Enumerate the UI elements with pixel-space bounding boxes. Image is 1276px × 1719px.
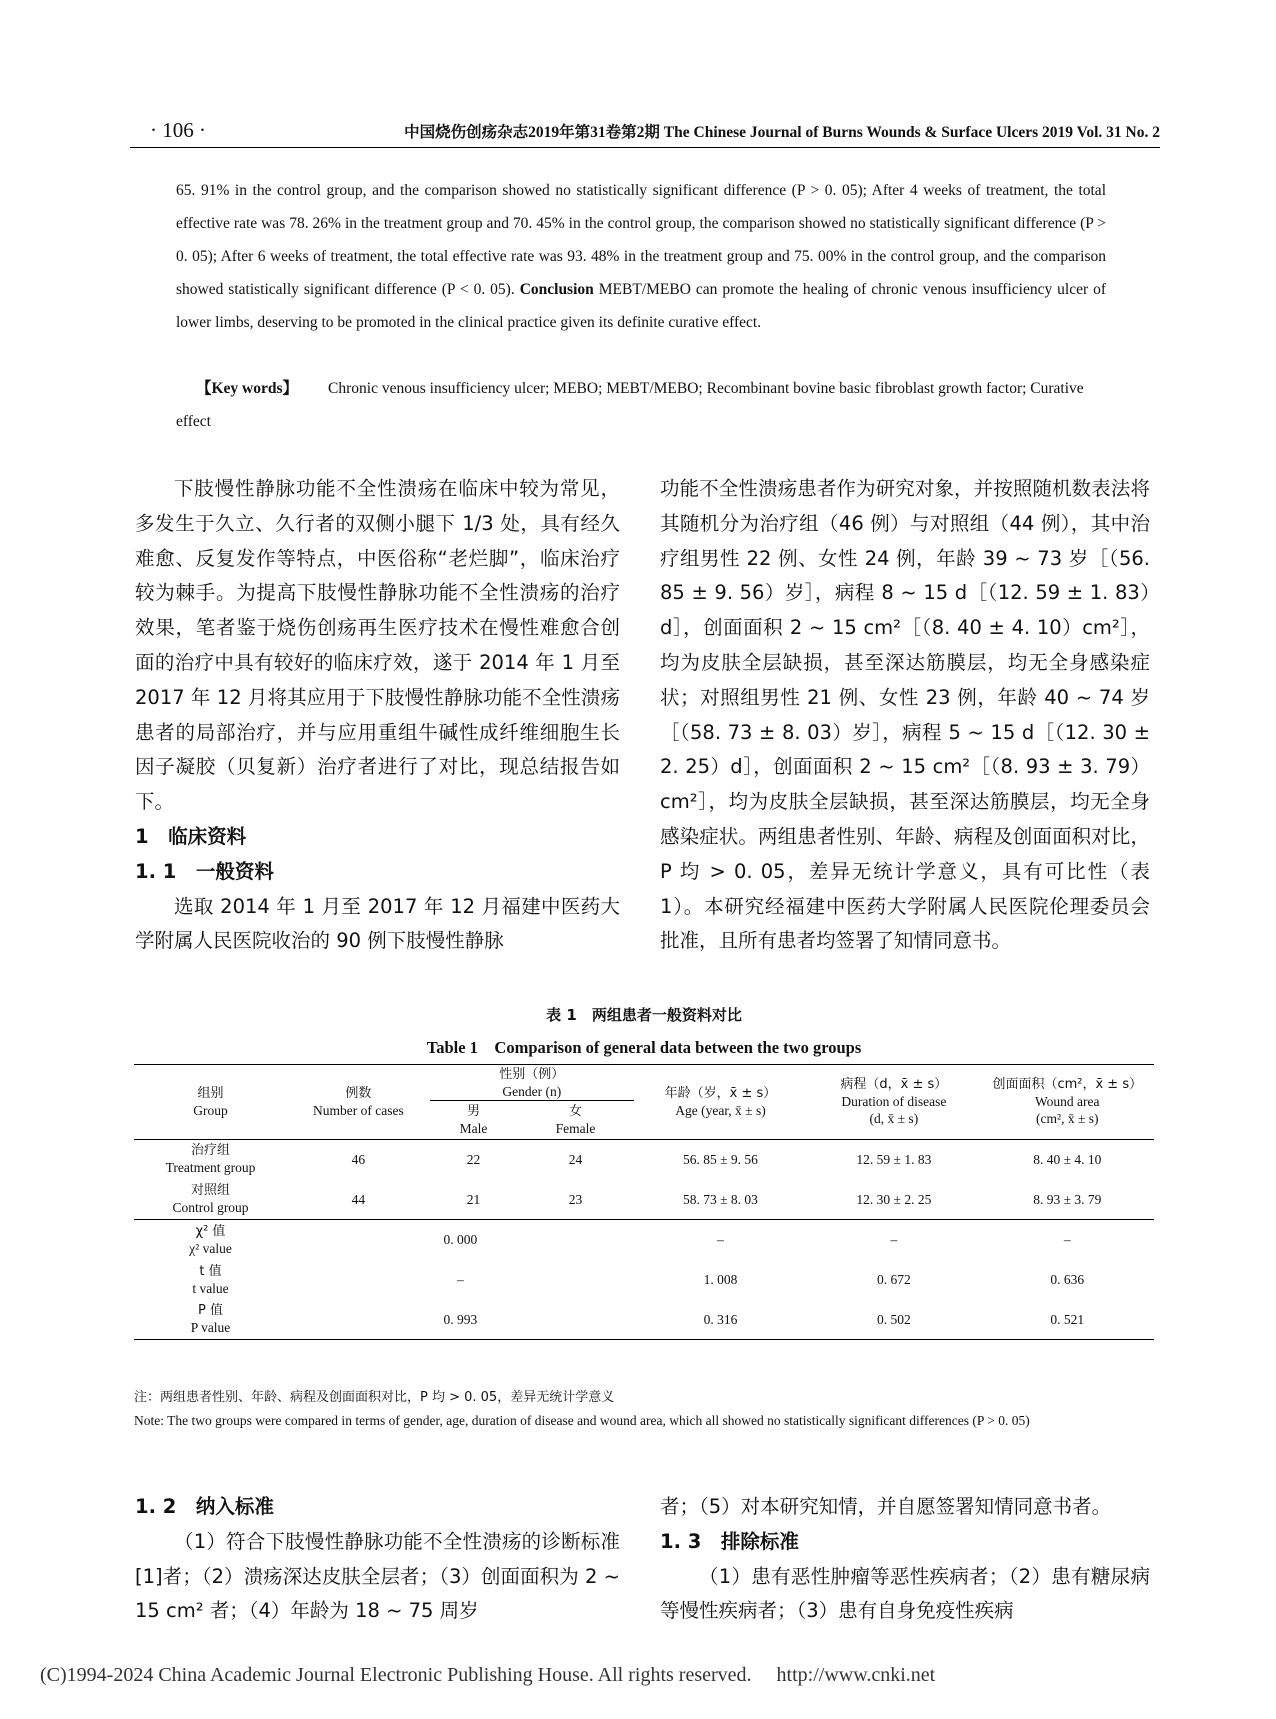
copyright-footer: (C)1994-2024 China Academic Journal Electronic Publishing House. All rights reserved. http://www.cnki.net: [40, 1664, 936, 1686]
table-title-cn: 表 1 两组患者一般资料对比: [546, 1006, 742, 1024]
keywords-text: Chronic venous insufficiency ulcer; MEBO; MEBT/MEBO; Recombinant bovine basic fibroblast growth factor; Curative effect: [176, 380, 1084, 430]
section-heading-1-1: 1. 1 一般资料: [135, 859, 274, 883]
col-header-age: 年龄（岁，x̄ ± s） Age (year, x̄ ± s): [664, 1085, 777, 1118]
running-head: 中国烧伤创疡杂志2019年第31卷第2期 The Chinese Journal of Burns Wounds & Surface Ulcers 2019 Vol. 31 No. 2: [404, 124, 1160, 141]
table-note: [134, 1386, 1154, 1432]
col-header-gender: 性别（例） Gender (n): [430, 1065, 634, 1101]
keywords: [176, 372, 1106, 438]
general-data-paragraph-cont: 功能不全性溃疡患者作为研究对象，并按照随机数表法将其随机分为治疗组（46 例）与对照组（44 例），其中治疗组男性 22 例、女性 24 例，年龄 39 ~ 73 岁［（56. 85 ± 9. 56）岁］，病程 8 ~ 15 d［（12. 59 ± 1. 83）d］，创面面积 2 ~ 15 cm²［（8. 40 ± 4. 10）cm²］，均为皮肤全层缺损，甚至深达筋膜层，均无全身感染症状；对照组男性 21 例、女性 23 例，年龄 40 ~ 74 岁［（58. 73 ± 8. 03）岁］，病程 5 ~ 15 d［（12. 30 ± 2. 25）d］，创面面积 2 ~ 15 cm²［（8. 93 ± 3. 79）cm²］，均为皮肤全层缺损，甚至深达筋膜层，均无全身感染症状。两组患者性别、年龄、病程及创面面积对比，P 均 > 0. 05，差异无统计学意义，具有可比性（表 1）。本研究经福建中医药大学附属人民医院伦理委员会批准，且所有患者均签署了知情同意书。: [660, 477, 1150, 953]
stat-row-t: t 值 t value – 1. 008 0. 672 0. 636: [192, 1263, 1085, 1296]
section-heading-1-2: 1. 2 纳入标准: [135, 1495, 274, 1518]
stat-row-chi2: χ² 值 χ² value 0. 000 – – –: [189, 1223, 1071, 1256]
conclusion-label: Conclusion: [519, 281, 594, 298]
col-header-female: 女 Female: [555, 1103, 596, 1136]
table-row: 对照组 Control group 44 21 23 58. 73 ± 8. 03 12. 30 ± 2. 25 8. 93 ± 3. 79: [172, 1183, 1102, 1215]
body-right-column: [660, 472, 1150, 959]
page-number: · 106 ·: [150, 118, 206, 142]
col-header-group: 组别 Group: [193, 1085, 228, 1118]
table-note-en: Note: The two groups were compared in terms of gender, age, duration of disease and wound area, which all showed no statistically significant differences (P > 0. 05): [134, 1413, 1030, 1428]
stat-row-p: P 值 P value 0. 993 0. 316 0. 502 0. 521: [134, 1300, 1154, 1340]
general-data-table: [134, 1064, 1154, 1340]
table-1: [134, 1004, 1154, 1340]
header-rule: [130, 147, 1160, 148]
body-left-column: [135, 472, 620, 959]
body-right-column-lower: [660, 1490, 1150, 1629]
col-header-male: 男 Male: [459, 1103, 488, 1136]
col-header-duration: 病程（d，x̄ ± s） Duration of disease (d, x̄ ± s): [840, 1077, 948, 1127]
col-header-wound: 创面面积（cm²，x̄ ± s） Wound area (cm², x̄ ± s): [992, 1077, 1143, 1127]
table-title-en: Table 1 Comparison of general data between the two groups: [426, 1038, 862, 1057]
page-header: [130, 112, 1160, 148]
keywords-label: 【Key words】: [196, 380, 299, 397]
table-row: 治疗组 Treatment group 46 22 24 56. 85 ± 9. 56 12. 59 ± 1. 83 8. 40 ± 4. 10: [165, 1143, 1102, 1176]
exclusion-criteria-paragraph: （1）患有恶性肿瘤等恶性疾病者；（2）患有糖尿病等慢性疾病者；（3）患有自身免疫性疾病: [660, 1564, 1150, 1623]
table-note-cn: 注：两组患者性别、年龄、病程及创面面积对比，P 均 > 0. 05，差异无统计学意义: [134, 1390, 615, 1405]
section-heading-1: 1 临床资料: [135, 824, 247, 848]
conclusion-text: MEBT/MEBO can promote the healing of chronic venous insufficiency ulcer of lower limbs, deserving to be promoted in the clinical practice given its definite curative effect.: [176, 281, 1107, 331]
inclusion-criteria-cont: 者；（5）对本研究知情，并自愿签署知情同意书者。: [660, 1495, 1112, 1518]
abstract-text: [176, 174, 1106, 339]
intro-paragraph: 下肢慢性静脉功能不全性溃疡在临床中较为常见，多发生于久立、久行者的双侧小腿下 1/3 处，具有经久难愈、反复发作等特点，中医俗称“老烂脚”，临床治疗较为棘手。为提高下肢慢性静脉功能不全性溃疡的治疗效果，笔者鉴于烧伤创疡再生医疗技术在慢性难愈合创面的治疗中具有较好的临床疗效，遂于 2014 年 1 月至 2017 年 12 月将其应用于下肢慢性静脉功能不全性溃疡患者的局部治疗，并与应用重组牛碱性成纤维细胞生长因子凝胶（贝复新）治疗者进行了对比，现总结报告如下。: [135, 477, 620, 814]
general-data-paragraph-start: 选取 2014 年 1 月至 2017 年 12 月福建中医药大学附属人民医院收治的 90 例下肢慢性静脉: [135, 894, 620, 953]
body-left-column-lower: [135, 1490, 620, 1629]
col-header-cases: 例数 Number of cases: [313, 1085, 404, 1118]
inclusion-criteria-paragraph: （1）符合下肢慢性静脉功能不全性溃疡的诊断标准[1]者；（2）溃疡深达皮肤全层者；（3）创面面积为 2 ~ 15 cm² 者；（4）年龄为 18 ~ 75 周岁: [135, 1529, 620, 1623]
section-heading-1-3: 1. 3 排除标准: [660, 1529, 799, 1553]
abstract-results: 65. 91% in the control group, and the comparison showed no statistically significant difference (P > 0. 05); After 4 weeks of treatment, the total effective rate was 78. 26% in the treatment group and 70. 45% in the control group, the comparison showed no statistically significant difference (P > 0. 05); After 6 weeks of treatment, the total effective rate was 93. 48% in the treatment group and 75. 00% in the control group, and the comparison showed statistically significant difference (P < 0. 05).: [176, 182, 1106, 298]
